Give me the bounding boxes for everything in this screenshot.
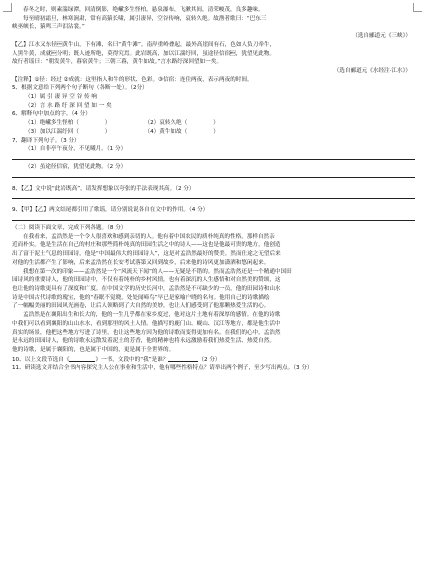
- q5-item: （2）言 水 路 纡 深 回 望 如 一 矣: [25, 102, 112, 109]
- q8-title: 8、【乙】文中说“此岩既高”，请发挥想象以夸张的手法表现其高。（2 分）: [12, 185, 195, 192]
- article-line: 真实的场景，他把这些地方写进了诗里，也让这些地方因为他的诗歌而变得更加有名。在我们的心中，孟浩然: [12, 329, 281, 336]
- q5-title: 5、根据文意给下列两个句子断句（各断一处）。（2分）: [12, 85, 148, 92]
- passage-a-line: 每至晴初霜旦，林寒涧肃，常有高猿长啸，属引凄异，空谷传响，哀转久绝。故渔者歌曰：“巴东三: [23, 15, 267, 22]
- q6-item: （1）绝𪩘多生怪柏（: [25, 120, 79, 127]
- q6-item-close: ）: [104, 120, 111, 127]
- article-line: 了一幅幅美丽的田园风光画卷，让后人领略到了大自然的美妙，也让人们感受到了他那颗热爱生活的心。: [12, 303, 270, 310]
- passage-b-source: （选自郦道元《水经注·江水》）: [333, 67, 411, 74]
- q6-row: [12, 128, 415, 137]
- passage-b-line: 人黑牛黄，成就分明；既人迹所绝，莫得究焉。此岩既高，加以江湍纡回，虽途径信宿，犹望见此物。: [12, 50, 275, 57]
- passage-a-source: （选自郦道元《三峡》）: [352, 33, 411, 40]
- article-line: 对他的生活都产生了影响，后来孟浩然在长安考试落第又回到故乡，后来他的诗风更加潇洒和悠闲起来。: [12, 259, 270, 266]
- article-line: 诗是中国古代诗歌的瑰宝，他的“春眠不觉晓，处处闻啼鸟”早已是家喻户晓的名句。他用自己的诗歌描绘: [12, 294, 270, 301]
- q6-item: （2）哀转久绝（: [144, 120, 188, 127]
- q10-text: 10、以上文段节选自《: [12, 356, 70, 363]
- q5-item: （1）属 引 凄 异 空 谷 传 响: [25, 94, 97, 101]
- q6-row: [12, 119, 415, 128]
- article-line: 他的诗歌，是属于襄阳的，也是属于中国的，更是属于全世界的。: [12, 346, 175, 353]
- passage-a-line: 春冬之时，则素湍绿潭，回清倒影，绝𪩘多生怪柏，悬泉瀑布，飞漱其间，清荣峻茂，良多趣味。: [23, 7, 264, 13]
- section-heading: （二）阅读下面文章，完成下列各题。（8 分）: [12, 225, 127, 232]
- q6-title: 6、解释句中加点的字。（4 分）: [12, 111, 91, 118]
- answer-line[interactable]: [12, 177, 415, 178]
- article-line: 也让他的诗歌更具有了深度和广度。在中国文学的历史长河中，孟浩然是不可缺少的一员，他的田园诗和山水: [12, 285, 281, 292]
- notes: 【注释】①径：经过 ②成就：这里指人和牛的形状、色彩。③信宿：连住两夜，表示两夜的时间。: [12, 76, 253, 83]
- article-line: 我想在第一次的印象——孟浩然是一个“风流天下闻”的人——无疑是不错的。然而孟浩然还是一个精通中国田: [23, 268, 292, 275]
- q6-item-close: ）: [104, 128, 111, 135]
- q6-item-close: ）: [213, 128, 219, 135]
- article-line: 出了富于泥土气息的田园诗，他是“中国最伟大的田园诗人”，这是对孟浩然最好的赞美。然而仕途之无望后来: [12, 251, 281, 258]
- article-line: 是永远的田园诗人，他的诗歌永远散发着泥土的芳香，他的精神也将永远激励着我们热爱生活、热爱自然。: [12, 338, 275, 345]
- q10: [12, 355, 415, 365]
- passage-b-line: 【乙】江水又东径黄牛山，下有滩，名曰“黄牛滩”。南岸重岭叠起，最外高崖间有石，色如人负刀牵牛，: [12, 41, 276, 48]
- passage-a-line: 峡巫峡长，猿鸣三声泪沾裳。”: [12, 24, 85, 31]
- q9-title: 9、【甲】【乙】两文结尾都引用了歌谣，请分别说说各自在文中的作用。（4 分）: [12, 207, 209, 214]
- answer-line[interactable]: [12, 159, 415, 160]
- q7-item: （2）虽途径信宿，犹望见此物。（2 分）: [25, 163, 127, 170]
- article-line: 近而朴实。他是生活在自己的村庄和那些简朴纯真的田园生活之中的诗人——这也是他最可贵的地方，他创造: [12, 242, 281, 249]
- article-line: 在我看来，孟浩然是一个令人很喜欢和感到亲切的人。他有着中国农民的质朴纯真的性格，那样自然亲: [23, 233, 275, 240]
- q11: 11、研读选文并结合全书内容探究主人公在事业和生活中，他有哪些性格特点？请举出两个例子，至少写出两点。（3 分）: [12, 365, 313, 372]
- q7-item: （1）自非亭午夜分，不见曦月。（1 分）: [25, 146, 127, 153]
- passage-b-line: 故行者谣曰：“朝发黄牛，暮宿黄牛；三朝三暮，黄牛如故。”言水路纡深回望如一矣。: [12, 59, 222, 66]
- q10-text: 》一书，文段中的“我”是谁？: [95, 356, 169, 363]
- article-line: 中我们可以看到襄阳的山山水水，看到那里的风土人情。他描写的鹿门山、岘山、汉江等地方，都是他生活中: [12, 320, 281, 327]
- article-line: 孟浩然是在襄阳出生和长大的，他的一生几乎都在家乡度过，他对这片土地有着深厚的感情。在他的诗歌: [23, 312, 281, 319]
- q6-item: （4）黄牛如故（: [144, 128, 188, 135]
- answer-line[interactable]: [12, 198, 415, 199]
- q10-text: （2 分）: [198, 356, 221, 363]
- page-corner-mark: [413, 3, 422, 12]
- q6-item-close: ）: [213, 120, 219, 127]
- q6-item: （3）加以江湍纡回（: [25, 128, 79, 135]
- blank-field[interactable]: [168, 355, 198, 362]
- answer-line[interactable]: [12, 220, 415, 221]
- article-line: 园诗风的重要诗人，他的田园诗中，不仅有着纯朴的乡村风情，也有着深沉的人生感悟和对自然美的赞颂，这: [12, 277, 281, 284]
- blank-field[interactable]: [69, 355, 95, 362]
- q7-title: 7、翻译下列句子。（3 分）: [12, 137, 80, 144]
- page-corner-mark: [3, 3, 12, 12]
